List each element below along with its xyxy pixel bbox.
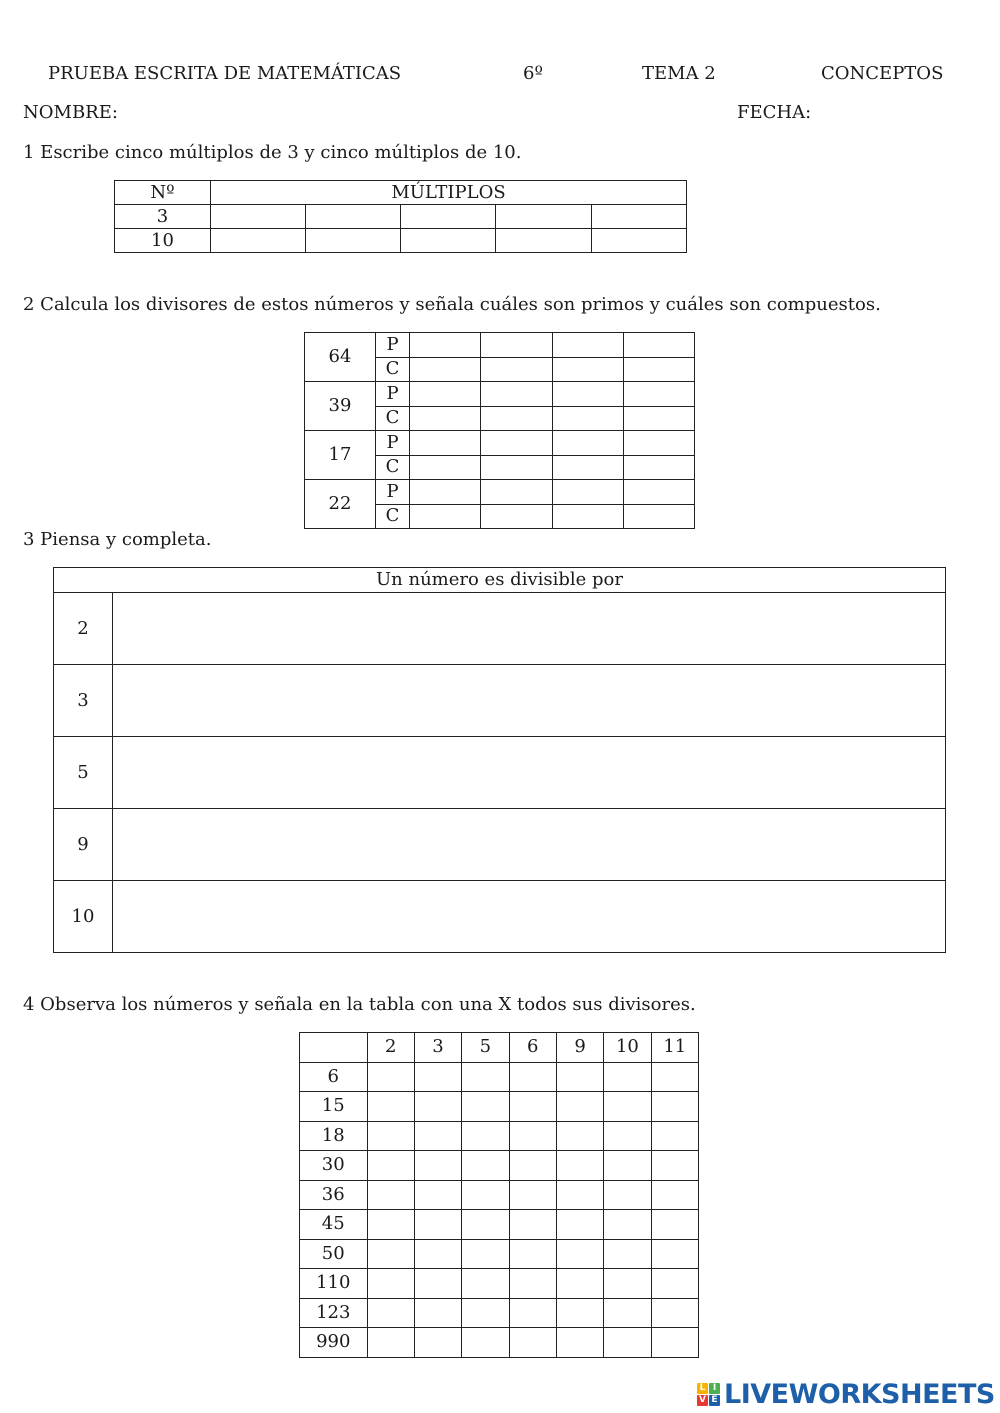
row-number: 990 <box>300 1328 368 1358</box>
check-cell[interactable] <box>509 1151 556 1181</box>
answer-cell[interactable] <box>410 406 481 431</box>
check-cell[interactable] <box>462 1180 509 1210</box>
check-cell[interactable] <box>367 1180 414 1210</box>
check-cell[interactable] <box>651 1180 698 1210</box>
check-cell[interactable] <box>414 1328 461 1358</box>
answer-cell[interactable] <box>211 229 306 253</box>
answer-cell[interactable] <box>410 455 481 480</box>
check-cell[interactable] <box>414 1239 461 1269</box>
check-cell[interactable] <box>556 1269 603 1299</box>
answer-cell[interactable] <box>496 229 591 253</box>
row-number: 3 <box>115 205 211 229</box>
check-cell[interactable] <box>604 1298 651 1328</box>
multiples-column-header: MÚLTIPLOS <box>211 181 687 205</box>
number-column-header: Nº <box>115 181 211 205</box>
divisor-column-header: 6 <box>509 1033 556 1063</box>
answer-cell[interactable] <box>410 382 481 407</box>
row-number: 45 <box>300 1210 368 1240</box>
answer-cell[interactable] <box>623 406 694 431</box>
check-cell[interactable] <box>367 1121 414 1151</box>
table-row <box>115 205 687 229</box>
logo-mark-letter: I <box>709 1383 720 1394</box>
row-number: 110 <box>300 1269 368 1299</box>
row-number: 18 <box>300 1121 368 1151</box>
check-cell[interactable] <box>462 1121 509 1151</box>
answer-cell[interactable] <box>481 333 552 358</box>
grade-label: 6º <box>523 63 543 84</box>
divisors-table <box>304 332 695 529</box>
check-cell[interactable] <box>556 1121 603 1151</box>
check-cell[interactable] <box>462 1210 509 1240</box>
answer-cell[interactable] <box>481 406 552 431</box>
check-cell[interactable] <box>604 1062 651 1092</box>
row-number: 6 <box>300 1062 368 1092</box>
table-row <box>54 593 946 665</box>
check-cell[interactable] <box>604 1092 651 1122</box>
check-cell[interactable] <box>651 1298 698 1328</box>
row-number: 10 <box>115 229 211 253</box>
table-row <box>115 229 687 253</box>
composite-label: C <box>376 455 410 480</box>
divisor-label: 5 <box>54 737 113 809</box>
check-cell[interactable] <box>604 1328 651 1358</box>
check-cell[interactable] <box>509 1092 556 1122</box>
check-cell[interactable] <box>651 1062 698 1092</box>
test-type-label: CONCEPTOS <box>821 63 944 84</box>
check-cell[interactable] <box>556 1298 603 1328</box>
check-cell[interactable] <box>367 1210 414 1240</box>
divisor-column-header: 9 <box>556 1033 603 1063</box>
answer-cell[interactable] <box>552 431 623 456</box>
table-row <box>300 1180 699 1210</box>
number-cell: 22 <box>305 480 376 529</box>
answer-cell[interactable] <box>552 455 623 480</box>
divisor-column-header: 10 <box>604 1033 651 1063</box>
answer-cell[interactable] <box>410 333 481 358</box>
answer-cell[interactable] <box>410 431 481 456</box>
check-cell[interactable] <box>462 1298 509 1328</box>
table-row <box>300 1239 699 1269</box>
check-cell[interactable] <box>414 1210 461 1240</box>
row-number: 30 <box>300 1151 368 1181</box>
table-row <box>300 1092 699 1122</box>
check-cell[interactable] <box>509 1239 556 1269</box>
check-cell[interactable] <box>509 1180 556 1210</box>
table-row <box>300 1121 699 1151</box>
check-cell[interactable] <box>604 1239 651 1269</box>
question-1-prompt: 1 Escribe cinco múltiplos de 3 y cinco múltiplos de 10. <box>23 142 522 163</box>
check-cell[interactable] <box>651 1328 698 1358</box>
number-cell: 39 <box>305 382 376 431</box>
check-cell[interactable] <box>414 1298 461 1328</box>
divisibility-rules-table <box>53 567 946 953</box>
check-cell[interactable] <box>651 1092 698 1122</box>
check-cell[interactable] <box>651 1269 698 1299</box>
rule-answer-cell[interactable] <box>113 665 946 737</box>
answer-cell[interactable] <box>591 205 686 229</box>
divisibility-header: Un número es divisible por <box>54 568 946 593</box>
answer-cell[interactable] <box>481 431 552 456</box>
answer-cell[interactable] <box>552 357 623 382</box>
check-cell[interactable] <box>367 1328 414 1358</box>
rule-answer-cell[interactable] <box>113 737 946 809</box>
check-cell[interactable] <box>556 1151 603 1181</box>
answer-cell[interactable] <box>401 229 496 253</box>
number-cell: 64 <box>305 333 376 382</box>
liveworksheets-logo <box>697 1378 995 1410</box>
check-cell[interactable] <box>367 1239 414 1269</box>
check-cell[interactable] <box>604 1210 651 1240</box>
check-cell[interactable] <box>651 1239 698 1269</box>
table-row <box>300 1328 699 1358</box>
divisor-column-header: 2 <box>367 1033 414 1063</box>
answer-cell[interactable] <box>481 480 552 505</box>
prime-label: P <box>376 480 410 505</box>
check-cell[interactable] <box>462 1092 509 1122</box>
check-cell[interactable] <box>556 1210 603 1240</box>
answer-cell[interactable] <box>410 504 481 529</box>
divisor-label: 9 <box>54 809 113 881</box>
check-cell[interactable] <box>509 1121 556 1151</box>
question-4-prompt: 4 Observa los números y señala en la tabla con una X todos sus divisores. <box>23 994 696 1015</box>
check-cell[interactable] <box>556 1239 603 1269</box>
answer-cell[interactable] <box>306 205 401 229</box>
answer-cell[interactable] <box>552 333 623 358</box>
number-cell: 17 <box>305 431 376 480</box>
answer-cell[interactable] <box>481 357 552 382</box>
composite-label: C <box>376 406 410 431</box>
check-cell[interactable] <box>604 1180 651 1210</box>
check-cell[interactable] <box>556 1328 603 1358</box>
divisor-column-header: 5 <box>462 1033 509 1063</box>
check-cell[interactable] <box>462 1328 509 1358</box>
table-row <box>300 1151 699 1181</box>
date-label: FECHA: <box>737 102 812 123</box>
check-cell[interactable] <box>414 1180 461 1210</box>
check-cell[interactable] <box>462 1239 509 1269</box>
answer-cell[interactable] <box>623 333 694 358</box>
answer-cell[interactable] <box>623 455 694 480</box>
corner-cell <box>300 1033 368 1063</box>
topic-label: TEMA 2 <box>642 63 716 84</box>
check-cell[interactable] <box>367 1269 414 1299</box>
check-cell[interactable] <box>509 1062 556 1092</box>
answer-cell[interactable] <box>306 229 401 253</box>
answer-cell[interactable] <box>623 431 694 456</box>
table-row <box>300 1062 699 1092</box>
answer-cell[interactable] <box>211 205 306 229</box>
check-cell[interactable] <box>367 1151 414 1181</box>
logo-mark-icon <box>697 1383 720 1406</box>
divisor-label: 2 <box>54 593 113 665</box>
answer-cell[interactable] <box>552 406 623 431</box>
divisor-label: 3 <box>54 665 113 737</box>
row-number: 50 <box>300 1239 368 1269</box>
check-cell[interactable] <box>556 1062 603 1092</box>
composite-label: C <box>376 504 410 529</box>
check-cell[interactable] <box>651 1151 698 1181</box>
prime-label: P <box>376 333 410 358</box>
table-row <box>54 881 946 953</box>
check-cell[interactable] <box>414 1062 461 1092</box>
check-cell[interactable] <box>414 1121 461 1151</box>
check-cell[interactable] <box>414 1092 461 1122</box>
divisor-label: 10 <box>54 881 113 953</box>
composite-label: C <box>376 357 410 382</box>
check-cell[interactable] <box>509 1328 556 1358</box>
logo-text: LIVEWORKSHEETS <box>724 1378 995 1410</box>
table-row <box>300 1210 699 1240</box>
check-cell[interactable] <box>651 1121 698 1151</box>
check-cell[interactable] <box>367 1062 414 1092</box>
question-2-prompt: 2 Calcula los divisores de estos números y señala cuáles son primos y cuáles son compuestos. <box>23 294 881 315</box>
divisor-column-header: 11 <box>651 1033 698 1063</box>
answer-cell[interactable] <box>552 382 623 407</box>
prime-label: P <box>376 382 410 407</box>
answer-cell[interactable] <box>623 480 694 505</box>
check-cell[interactable] <box>509 1298 556 1328</box>
check-cell[interactable] <box>414 1269 461 1299</box>
answer-cell[interactable] <box>552 480 623 505</box>
rule-answer-cell[interactable] <box>113 881 946 953</box>
check-cell[interactable] <box>604 1269 651 1299</box>
question-3-prompt: 3 Piensa y completa. <box>23 529 212 550</box>
table-row <box>300 1298 699 1328</box>
check-cell[interactable] <box>509 1210 556 1240</box>
answer-cell[interactable] <box>623 382 694 407</box>
table-row <box>300 1269 699 1299</box>
check-cell[interactable] <box>462 1151 509 1181</box>
rule-answer-cell[interactable] <box>113 593 946 665</box>
row-number: 36 <box>300 1180 368 1210</box>
divisor-check-table <box>299 1032 699 1358</box>
check-cell[interactable] <box>462 1269 509 1299</box>
check-cell[interactable] <box>556 1092 603 1122</box>
answer-cell[interactable] <box>410 480 481 505</box>
answer-cell[interactable] <box>496 205 591 229</box>
answer-cell[interactable] <box>591 229 686 253</box>
check-cell[interactable] <box>556 1180 603 1210</box>
multiples-table <box>114 180 687 253</box>
answer-cell[interactable] <box>481 455 552 480</box>
logo-mark-letter: E <box>709 1395 720 1406</box>
divisor-column-header: 3 <box>414 1033 461 1063</box>
check-cell[interactable] <box>604 1121 651 1151</box>
answer-cell[interactable] <box>481 504 552 529</box>
answer-cell[interactable] <box>410 357 481 382</box>
check-cell[interactable] <box>462 1062 509 1092</box>
table-row <box>54 737 946 809</box>
logo-mark-letter: V <box>697 1395 708 1406</box>
answer-cell[interactable] <box>481 382 552 407</box>
answer-cell[interactable] <box>401 205 496 229</box>
rule-answer-cell[interactable] <box>113 809 946 881</box>
answer-cell[interactable] <box>623 357 694 382</box>
answer-cell[interactable] <box>552 504 623 529</box>
check-cell[interactable] <box>604 1151 651 1181</box>
answer-cell[interactable] <box>623 504 694 529</box>
prime-label: P <box>376 431 410 456</box>
check-cell[interactable] <box>414 1151 461 1181</box>
check-cell[interactable] <box>651 1210 698 1240</box>
check-cell[interactable] <box>367 1298 414 1328</box>
row-number: 123 <box>300 1298 368 1328</box>
check-cell[interactable] <box>367 1092 414 1122</box>
logo-mark-letter: L <box>697 1383 708 1394</box>
row-number: 15 <box>300 1092 368 1122</box>
table-row <box>54 809 946 881</box>
worksheet-title: PRUEBA ESCRITA DE MATEMÁTICAS <box>48 63 402 84</box>
table-row <box>54 665 946 737</box>
name-label: NOMBRE: <box>23 102 118 123</box>
check-cell[interactable] <box>509 1269 556 1299</box>
